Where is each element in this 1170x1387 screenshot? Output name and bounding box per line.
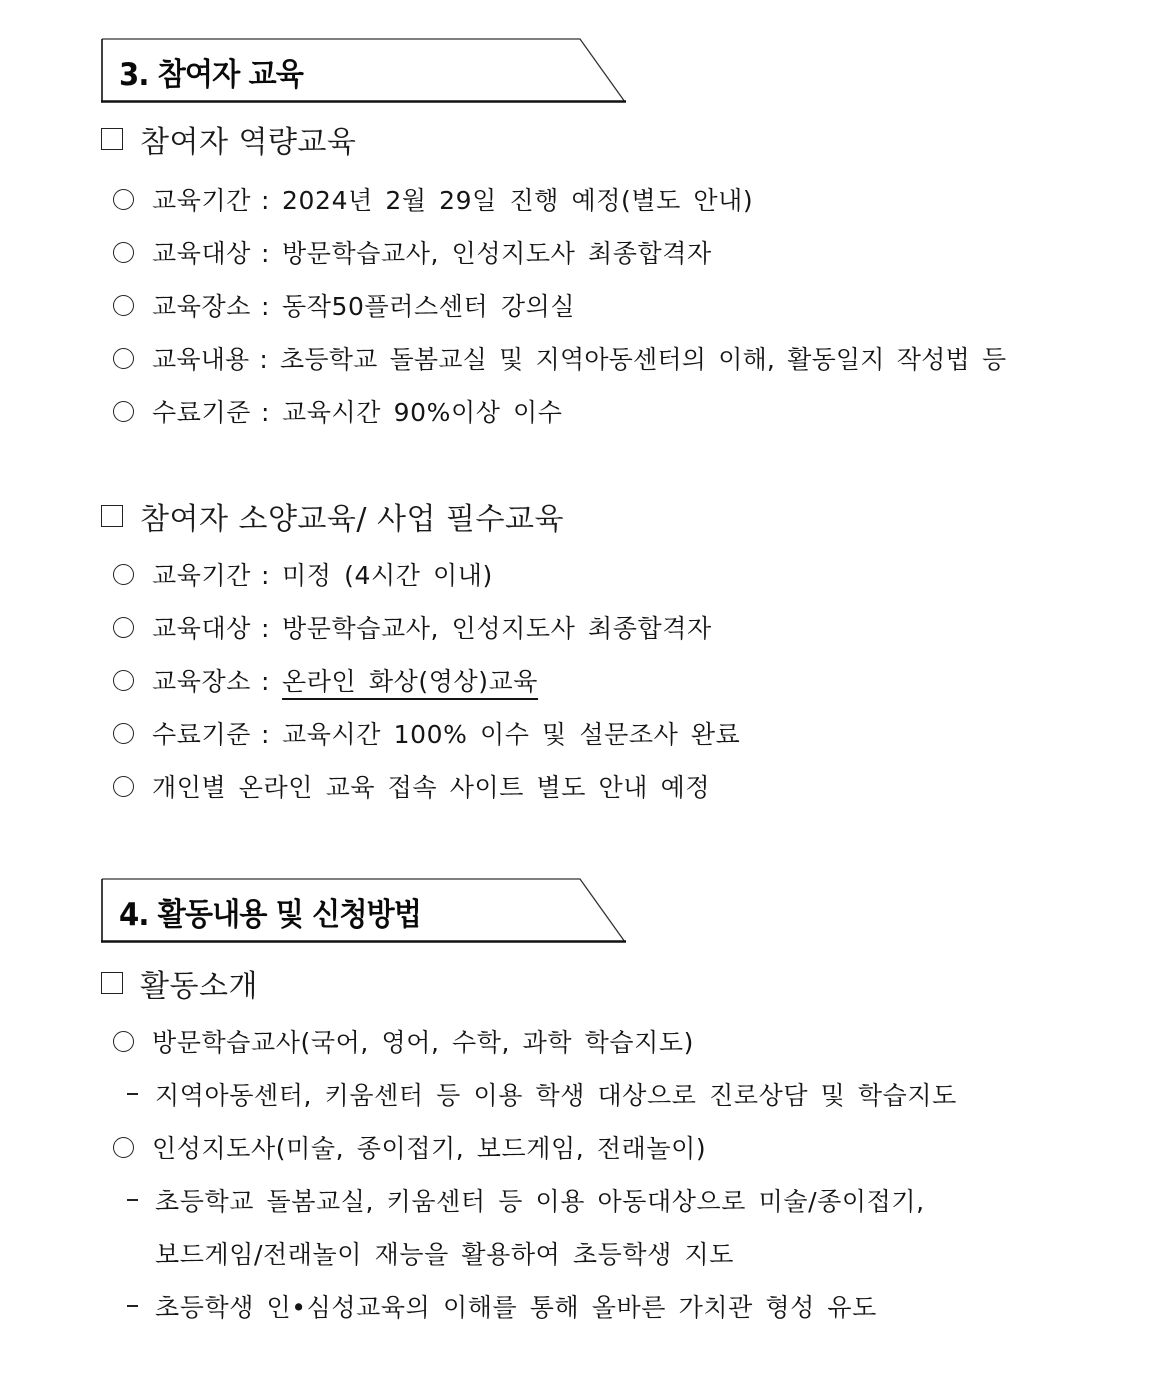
item-text: 방문학습교사(국어, 영어, 수학, 과학 학습지도) [152, 1028, 695, 1057]
item-key: 교육대상 [152, 239, 252, 268]
item-value: 동작50플러스센터 강의실 [282, 292, 576, 321]
list-item-completion-criteria [113, 716, 740, 750]
dash-item-values-education [127, 1289, 877, 1323]
item-separator: : [261, 667, 271, 696]
list-item-training-target [113, 610, 712, 644]
section-3-title: 3. 참여자 교육 [119, 57, 303, 93]
item-text: 개인별 온라인 교육 접속 사이트 별도 안내 예정 [152, 773, 711, 802]
item-key: 수료기준 [152, 398, 252, 427]
item-separator: : [261, 614, 271, 643]
item-separator: : [261, 239, 271, 268]
dash-bullet-icon [127, 1093, 138, 1095]
circle-bullet-icon [113, 189, 134, 210]
list-item-training-location [113, 288, 575, 322]
subheading-label: 활동소개 [140, 969, 258, 1004]
item-text: 보드게임/전래놀이 재능을 활용하여 초등학생 지도 [155, 1240, 734, 1269]
item-text: 초등학생 인•심성교육의 이해를 통해 올바른 가치관 형성 유도 [155, 1293, 877, 1322]
circle-bullet-icon [113, 401, 134, 422]
dash-bullet-icon [127, 1199, 138, 1201]
list-item-visiting-tutor [113, 1024, 694, 1058]
circle-bullet-icon [113, 242, 134, 263]
circle-bullet-icon [113, 295, 134, 316]
list-item-training-period [113, 182, 753, 216]
item-separator: : [259, 345, 269, 374]
item-value: 교육시간 100% 이수 및 설문조사 완료 [282, 720, 741, 749]
item-text: 지역아동센터, 키움센터 등 이용 학생 대상으로 진로상담 및 학습지도 [155, 1081, 957, 1110]
item-separator: : [261, 561, 271, 590]
item-key: 수료기준 [152, 720, 252, 749]
item-value: 방문학습교사, 인성지도사 최종합격자 [282, 614, 712, 643]
circle-bullet-icon [113, 1137, 134, 1158]
item-key: 교육기간 [152, 561, 252, 590]
item-value-underlined: 온라인 화상(영상)교육 [282, 667, 539, 696]
list-item-training-period [113, 557, 493, 591]
circle-bullet-icon [113, 348, 134, 369]
circle-bullet-icon [113, 776, 134, 797]
item-key: 교육대상 [152, 614, 252, 643]
circle-bullet-icon [113, 723, 134, 744]
subheading-activity-intro [101, 966, 258, 1004]
item-value: 2024년 2월 29일 진행 예정(별도 안내) [282, 186, 754, 215]
square-bullet-icon [101, 128, 123, 150]
item-separator: : [261, 720, 271, 749]
subheading-required-training [101, 499, 564, 537]
section-4-header [101, 878, 627, 944]
list-item-training-location [113, 663, 552, 697]
item-key: 교육기간 [152, 186, 252, 215]
item-key: 교육내용 [152, 345, 250, 374]
item-separator: : [261, 186, 271, 215]
square-bullet-icon [101, 972, 123, 994]
list-item-character-instructor [113, 1130, 706, 1164]
circle-bullet-icon [113, 1031, 134, 1052]
circle-bullet-icon [113, 670, 134, 691]
item-value: 미정 (4시간 이내) [282, 561, 493, 590]
dash-item-tutor-description [127, 1077, 957, 1111]
item-key: 교육장소 [152, 667, 252, 696]
item-key: 교육장소 [152, 292, 252, 321]
item-text: 인성지도사(미술, 종이접기, 보드게임, 전래놀이) [152, 1134, 707, 1163]
item-text: 초등학교 돌봄교실, 키움센터 등 이용 아동대상으로 미술/종이접기, [155, 1187, 925, 1216]
list-item-completion-criteria [113, 394, 563, 428]
dash-item-continuation [155, 1236, 734, 1270]
item-separator: : [261, 292, 271, 321]
section-3-header [101, 38, 627, 104]
list-item-training-target [113, 235, 712, 269]
item-value: 교육시간 90%이상 이수 [282, 398, 563, 427]
section-4-title: 4. 활동내용 및 신청방법 [119, 897, 421, 933]
item-value: 방문학습교사, 인성지도사 최종합격자 [282, 239, 712, 268]
list-item-online-access-notice [113, 769, 710, 803]
dash-item-instructor-description [127, 1183, 925, 1217]
list-item-training-content [113, 341, 1006, 375]
subheading-label: 참여자 소양교육/ 사업 필수교육 [140, 502, 564, 537]
dash-bullet-icon [127, 1305, 138, 1307]
circle-bullet-icon [113, 617, 134, 638]
item-separator: : [261, 398, 271, 427]
square-bullet-icon [101, 505, 123, 527]
circle-bullet-icon [113, 564, 134, 585]
subheading-capacity-training [101, 122, 357, 160]
subheading-label: 참여자 역량교육 [140, 125, 357, 160]
item-value: 초등학교 돌봄교실 및 지역아동센터의 이해, 활동일지 작성법 등 [280, 345, 1007, 374]
